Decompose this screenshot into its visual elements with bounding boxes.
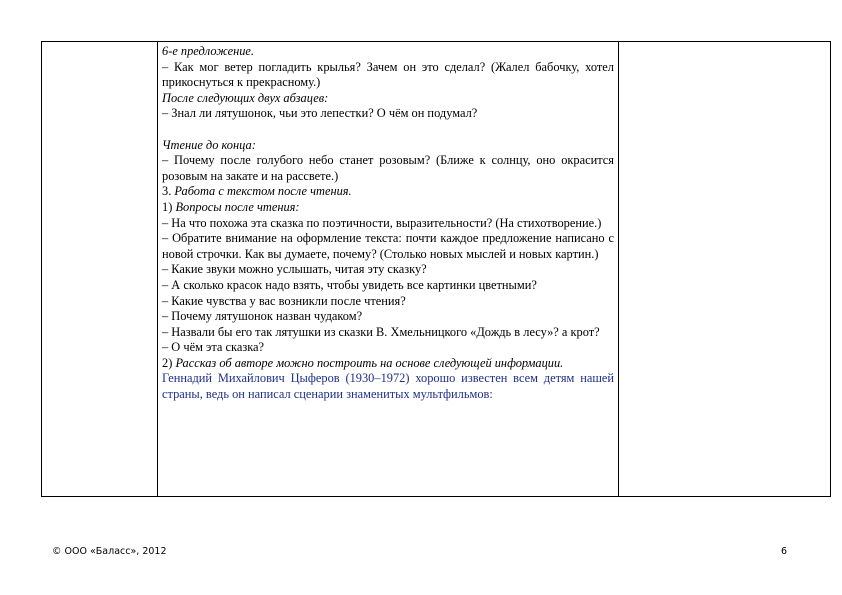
question-line: – Какие чувства у вас возникли после чтения?	[162, 293, 406, 308]
question-line: – Назвали бы его так лятушки из сказки В. Хмельницкого «Дождь в лесу»? а крот?	[162, 324, 600, 339]
step-heading	[162, 356, 614, 372]
step-heading	[162, 200, 614, 216]
step-number: 1)	[162, 199, 173, 214]
column-divider-left	[157, 42, 158, 496]
question-line: – А сколько красок надо взять, чтобы увидеть все картинки цветными?	[162, 277, 537, 292]
step-title: Рассказ об авторе можно построить на основе следующей информации.	[175, 355, 564, 370]
question-line: – О чём эта сказка?	[162, 340, 265, 355]
step-title: Работа с текстом после чтения.	[174, 184, 352, 199]
question-line: – Как мог ветер погладить крылья? Зачем он это сделал? (Жалел бабочку, хотел прикоснуться к прекрасному.)	[162, 59, 614, 90]
section-heading: После следующих двух абзацев:	[162, 90, 329, 105]
column-divider-right	[618, 42, 619, 496]
step-number: 2)	[162, 355, 173, 370]
section-heading: Чтение до конца:	[162, 137, 256, 152]
lesson-content-cell	[162, 44, 614, 403]
question-line: – На что похожа эта сказка по поэтичности, выразительности? (На стихотворение.)	[162, 215, 602, 230]
question-line: – Какие звуки можно услышать, читая эту сказку?	[162, 262, 427, 277]
author-info: Геннадий Михайлович Цыферов (1930–1972) хорошо известен всем детям нашей страны, ведь он написал сценарии знаменитых мультфильмов:	[162, 371, 614, 402]
footer-copyright: © ООО «Баласс», 2012	[52, 546, 167, 557]
step-heading	[162, 184, 614, 200]
section-heading: 6-е предложение.	[162, 44, 255, 58]
question-line: – Почему лятушонок назван чудаком?	[162, 309, 363, 324]
spacer	[162, 122, 614, 138]
question-line: – Знал ли лятушонок, чьи это лепестки? О чём он подумал?	[162, 106, 478, 121]
question-line: – Почему после голубого небо станет розовым? (Ближе к солнцу, оно окрасится розовым на закате и на рассвете.)	[162, 153, 614, 183]
page-number: 6	[781, 546, 788, 557]
step-title: Вопросы после чтения:	[175, 199, 300, 214]
lesson-table	[41, 41, 831, 497]
question-line: – Обратите внимание на оформление текста: почти каждое предложение написано с новой строчки. Как вы думаете, почему? (Столько новых мыслей и новых картин.)	[162, 231, 614, 261]
step-number: 3.	[162, 184, 172, 199]
